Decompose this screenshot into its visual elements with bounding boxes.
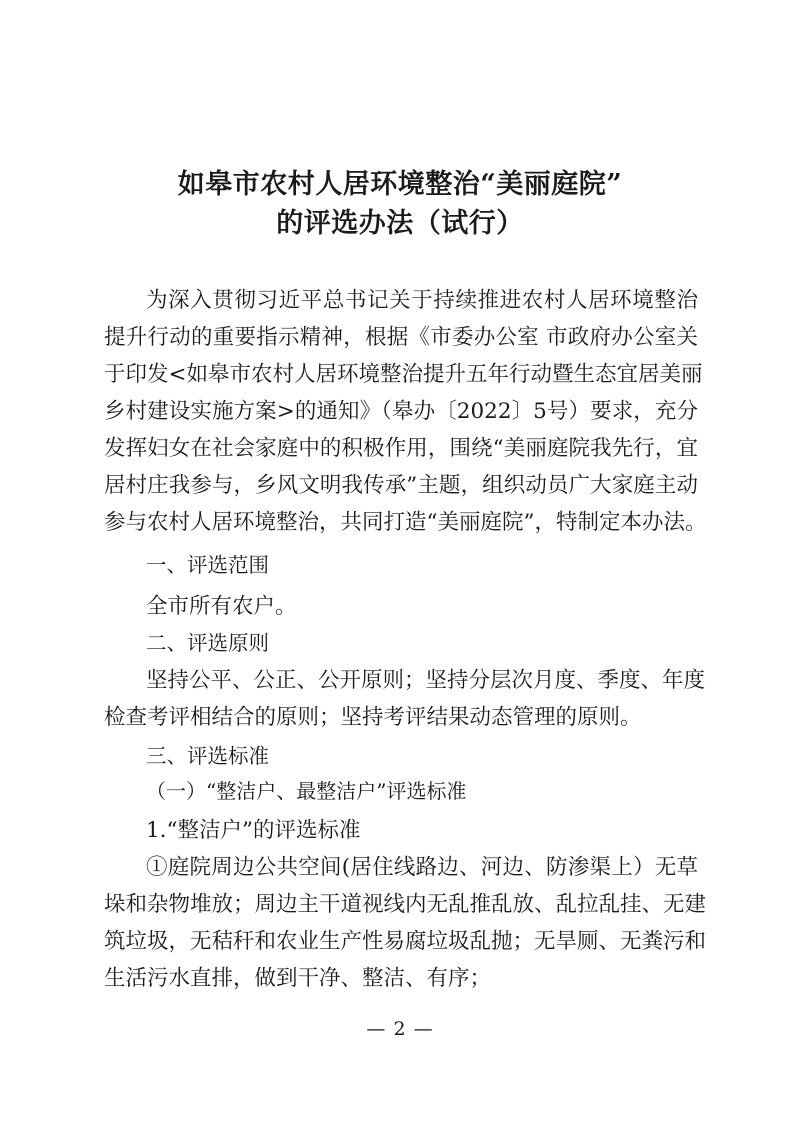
section-heading-standards: 三、评选标准	[146, 744, 269, 768]
document-title-line-1: 如皋市农村人居环境整治“美丽庭院”	[177, 169, 623, 200]
intro-line: 提升行动的重要指示精神，根据《市委办公室 市政府办公室关	[104, 325, 698, 350]
principles-line: 检查考评相结合的原则；坚持考评结果动态管理的原则。	[104, 705, 642, 730]
item-text-line: 筑垃圾，无秸秆和农业生产性易腐垃圾乱抛；无旱厕、无粪污和	[104, 929, 707, 954]
document-title-line-2: 的评选办法（试行）	[276, 208, 524, 239]
item-heading: 1.“整洁户”的评选标准	[146, 818, 361, 843]
item-text-line: 垛和杂物堆放；周边主干道视线内无乱推乱放、乱拉乱挂、无建	[104, 892, 707, 917]
intro-line: 为深入贯彻习近平总书记关于持续推进农村人居环境整治	[146, 288, 698, 313]
principles-line: 坚持公平、公正、公开原则；坚持分层次月度、季度、年度	[146, 668, 706, 693]
section-heading-scope: 一、评选范围	[146, 553, 269, 577]
intro-line: 居村庄我参与，乡风文明我传承”主题，组织动员广大家庭主动	[104, 473, 698, 498]
section-text-scope: 全市所有农户。	[146, 594, 297, 619]
section-heading-principles: 二、评选原则	[146, 631, 269, 655]
intro-line: 乡村建设实施方案>的通知》（皋办〔2022〕5号）要求，充分	[104, 399, 698, 424]
intro-line: 参与农村人居环境整治，共同打造“美丽庭院”，特制定本办法。	[104, 510, 707, 535]
intro-line: 发挥妇女在社会家庭中的积极作用，围绕“美丽庭院我先行，宜	[104, 436, 698, 461]
item-text-line: 生活污水直排，做到干净、整洁、有序；	[104, 966, 492, 991]
intro-line: 于印发<如皋市农村人居环境整治提升五年行动暨生态宜居美丽	[104, 362, 703, 387]
subsection-heading: （一）“整洁户、最整洁户”评选标准	[146, 779, 467, 803]
item-text-line: ①庭院周边公共空间(居住线路边、河边、防渗渠上）无草	[146, 855, 698, 880]
page-number: — 2 —	[366, 1018, 434, 1040]
